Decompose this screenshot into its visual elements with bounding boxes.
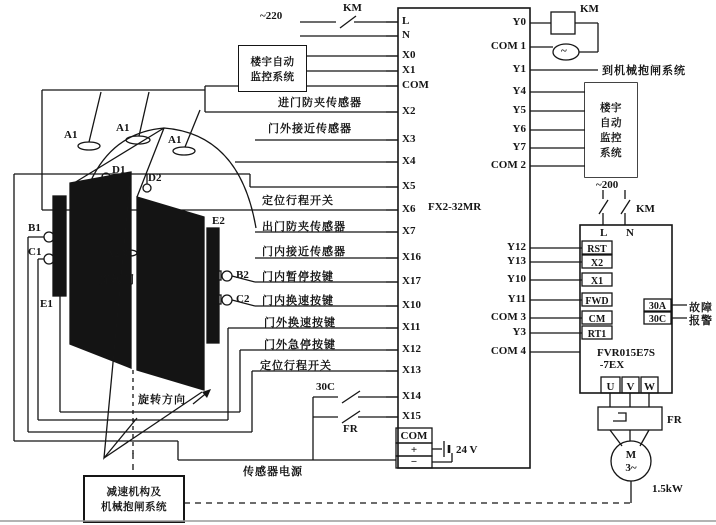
plc-term-x7: X7 — [402, 225, 416, 237]
inverter-term-cm: CM — [588, 314, 606, 325]
input-label-outside-estop: 门外急停按键 — [264, 338, 336, 351]
input-label-outside-speed: 门外换速按键 — [264, 316, 336, 329]
inverter-supply — [599, 190, 630, 225]
inverter-model-line2: -7EX — [599, 359, 625, 371]
input-label-inside-speed: 门内换速按键 — [262, 294, 334, 307]
plc-term-x6: X6 — [402, 203, 416, 215]
ba-out-line3: 监控 — [600, 132, 622, 144]
plc-term-x2: X2 — [402, 105, 416, 117]
motor-power-label: 1.5kW — [652, 483, 683, 495]
plc-term-x15: X15 — [402, 410, 421, 422]
thermal-relay-label: FR — [667, 414, 682, 426]
contact-fr-label: FR — [343, 423, 358, 435]
sensor-d2-label: D2 — [148, 172, 162, 184]
input-label-inside-proximity: 门内接近传感器 — [262, 245, 346, 258]
contact-30c-label: 30C — [316, 381, 335, 393]
brake-box-line2: 机械抱闸系统 — [101, 501, 167, 513]
supply-wires — [300, 16, 398, 36]
plc-term-x13: X13 — [402, 364, 421, 376]
plc-term-com4: COM 4 — [490, 345, 526, 357]
plc-term-n: N — [402, 29, 410, 41]
to-brake-system-label: 到机械抱闸系统 — [602, 64, 686, 77]
sensor-a1a-label: A1 — [64, 129, 78, 141]
input-label-limit-switch-1: 定位行程开关 — [262, 194, 334, 207]
inverter-term-rst: RST — [587, 244, 607, 255]
brake-box-line1: 减速机构及 — [106, 486, 162, 498]
plc-term-x14: X14 — [402, 390, 421, 402]
plc-term-x11: X11 — [402, 321, 421, 333]
plc-term-y4: Y4 — [512, 85, 526, 97]
plc-term-y7: Y7 — [512, 141, 526, 153]
rotation-direction-label: 旋转方向 — [138, 393, 186, 406]
inverter-term-u: U — [606, 381, 615, 393]
motor-phase-label: 3~ — [625, 462, 637, 474]
plc-term-x3: X3 — [402, 133, 416, 145]
post-e2-label: E2 — [212, 215, 225, 227]
inverter-term-30a: 30A — [648, 301, 667, 312]
inverter-term-l: L — [600, 227, 608, 239]
km-contact-label-right: KM — [636, 203, 655, 215]
plc-term-x1: X1 — [402, 64, 416, 76]
plc-term-com3: COM 3 — [490, 311, 526, 323]
plc-term-x17: X17 — [402, 275, 421, 287]
post-e1-label: E1 — [40, 298, 53, 310]
plc-term-y13: Y13 — [507, 255, 526, 267]
inverter-model-line1: FVR015E7S — [596, 347, 656, 359]
plc-term-y12: Y12 — [507, 241, 526, 253]
plc-left-ticks — [386, 22, 398, 417]
plc-term-plus: + — [410, 444, 418, 456]
inverter-term-30c: 30C — [648, 314, 667, 325]
inverter-term-x2: X2 — [590, 258, 604, 269]
plc-term-minus: − — [410, 456, 418, 468]
ba-input-line1: 楼宇自动 — [250, 55, 295, 68]
sensor-power-label: 传感器电源 — [243, 465, 303, 478]
plc-term-x4: X4 — [402, 155, 416, 167]
ba-output-text — [585, 83, 637, 177]
door-name-label: 旋转门 — [99, 273, 135, 286]
ba-out-line1: 楼宇 — [600, 102, 622, 114]
plc-term-y1: Y1 — [512, 63, 526, 75]
input-label-entry-antipinch: 进门防夹传感器 — [278, 96, 362, 109]
bottom-input-wires — [178, 391, 398, 460]
button-c1-label: C1 — [28, 246, 42, 258]
dc-24v-label: 24 V — [456, 444, 478, 456]
km-coil-label: KM — [580, 3, 599, 15]
ac-source-symbol: ~ — [561, 45, 567, 57]
brake-box-text — [86, 478, 182, 520]
plc-term-x16: X16 — [402, 251, 421, 263]
plc-term-l: L — [402, 15, 410, 27]
plc-term-y6: Y6 — [512, 123, 526, 135]
plc-term-y10: Y10 — [507, 273, 526, 285]
plc-term-x5: X5 — [402, 180, 416, 192]
plc-term-y11: Y11 — [507, 293, 526, 305]
sensor-a1c-label: A1 — [168, 134, 182, 146]
sensor-d1-label: D1 — [112, 164, 126, 176]
alarm-label: 报警 — [689, 314, 713, 327]
input-label-exit-antipinch: 出门防夹传感器 — [262, 220, 346, 233]
ba-input-wires — [305, 56, 398, 71]
input-label-outside-proximity: 门外接近传感器 — [268, 122, 352, 135]
supply-voltage-label: ~220 — [260, 10, 283, 22]
inverter-term-fwd: FWD — [585, 296, 609, 307]
plc-term-com2: COM 2 — [490, 159, 526, 171]
plc-term-x0: X0 — [402, 49, 416, 61]
inverter-supply-label: ~200 — [596, 179, 619, 191]
motor-m-label: M — [625, 449, 637, 461]
inverter-term-w: W — [644, 381, 655, 393]
plc-term-com: COM — [402, 79, 429, 91]
building-automation-input-box — [238, 45, 307, 92]
plc-term-com-bottom: COM — [400, 430, 428, 442]
inverter-term-rt1: RT1 — [587, 329, 607, 340]
input-label-inside-pause: 门内暂停按键 — [262, 270, 334, 283]
plc-term-y5: Y5 — [512, 104, 526, 116]
plc-term-y0: Y0 — [512, 16, 526, 28]
sensor-a1b-label: A1 — [116, 122, 130, 134]
plc-term-com1: COM 1 — [490, 40, 526, 52]
sensor-a2-label: A2 — [106, 248, 120, 260]
plc-term-x12: X12 — [402, 343, 421, 355]
ba-out-line2: 自动 — [600, 117, 622, 129]
ba-out-line4: 系统 — [600, 147, 622, 159]
button-b1-label: B1 — [28, 222, 41, 234]
fault-label: 故障 — [689, 301, 713, 314]
button-b2-label: B2 — [236, 269, 249, 281]
ba-input-line2: 监控系统 — [250, 70, 295, 83]
km-contact-label-top: KM — [343, 2, 362, 14]
plc-term-x10: X10 — [402, 299, 421, 311]
plc-term-y3: Y3 — [512, 326, 526, 338]
inverter-term-v: V — [626, 381, 635, 393]
plc-model-label: FX2-32MR — [428, 201, 482, 213]
input-label-limit-switch-2: 定位行程开关 — [260, 359, 332, 372]
inverter-term-n: N — [626, 227, 634, 239]
button-c2-label: C2 — [236, 293, 250, 305]
inverter-term-x1: X1 — [590, 276, 604, 287]
